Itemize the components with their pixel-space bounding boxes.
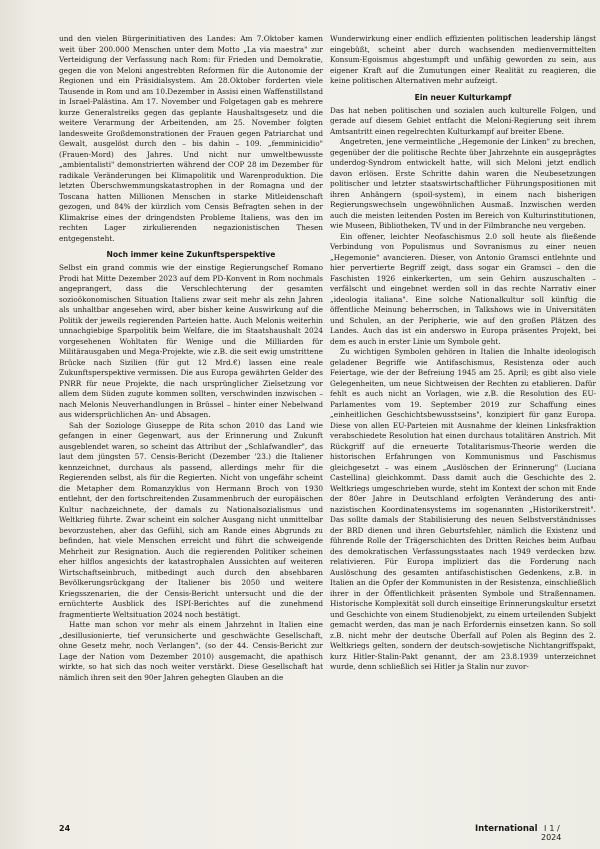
- right-column: [330, 34, 596, 673]
- issue-info: [541, 824, 580, 842]
- paragraph: Ein offener, leichter Neofaschismus 2.0 soll heute als fließende Verbindung von Populismus und Sovranismus zu einer neuen „Hegemonie" avancieren. Dieser, von Antonio Gramsci entlehnte und hier pervertierte Begriff zeigt, dass sogar ein Gramsci – den die Faschisten 1926 einkerkerten, um sein Gehirn auszuschalten – verfälscht und eingebnet werden soll in das rechte Narrativ einer „ideologia italiana". Eine solche Nationalkultur soll künftig die öffentliche Meinung beherrschen, in Talkshows wie in Universitäten und Schulen, an der Peripherie, wie auf den großen Plätzen des Landes. Auch das ist ein anderswo in Europa präsentes Projekt, bei dem es auch in erster Linie um Symbole geht.: [330, 231, 596, 346]
- paragraph: Zu wichtigen Symbolen gehören in Italien die Inhalte ideologisch geladener Begriffe wie Antifaschismus, Resistenza oder auch Feiertage, wie der der Befreiung 1945 am 25. April; es gibt also viele Gelegenheiten, um neue Sichtweisen der Rechten zu etablieren. Dafür fehlt es auch nicht an Vorlagen, wie z.B. die Resolution des EU-Parlamentes vom 19. September 2019 zur Schaffung eines „einheitlichen Geschichtsbewusstseins", konzipiert für ganz Europa. Diese von allen EU-Parteien mit Ausnahme der kleinen Linksfraktion verabschiedete Resolution hat einen durchaus totalitären Anstrich. Mit Rückgriff auf die erneuerte Totalitarismus-Theorie werden die historischen Erfahrungen von Kommunismus und Faschismus gleichgesetzt – was einem „Auslöschen der Erinnerung" (Luciana Castellina) gleichkommt. Dass damit auch die Geschichte des 2. Weltkriegs umgeschrieben wurde, steht im Kontext der schon mit Ende der 80er Jahre in Deutschland erfolgten Veränderung des anti-nazistischen Koordinatensystems im sogenannten „Historikerstreit". Das sollte damals der Stabilisierung des neuen Selbstverständnisses der BRD dienen und ihren Geburtsfehler, nämlich die Existenz und führende Rolle der Trägerschichten des Dritten Reiches beim Aufbau des demokratischen Verfassungsstaates nach 1949 verdecken bzw. relativieren. Für Europa impliziert das die Forderung nach Auslöschung des gesamten antifaschistischen Gedenkens, z.B. in Italien an die Opfer der Kommunisten in der Resistenza, einschließlich ihrer in der Öffentlichkeit präsenten Symbole und Straßennamen. Historische Komplexität soll durch einseitige Erinnerungskultur ersetzt und Geschichte von einem Studienobjekt, zu einem urteilenden Subjekt gemacht werden, das man je nach Erfordernis einsetzen kann. So soll z.B. nicht mehr der deutsche Überfall auf Polen als Beginn des 2. Weltkriegs gelten, sondern der deutsch-sowjetische Nichtangriffspakt, kurz Hitler-Stalin-Pakt genannt, der am 23.8.1939 unterzeichnet wurde, denn schließlich sei Hitler ja Stalin nur zuvor-: [330, 347, 596, 671]
- paragraph: Angetreten, jene vermeintliche „Hegemonie der Linken" zu brechen, gegenüber der die politische Rechte über Jahrzehnte ein ausgeprägtes underdog-Syndrom entwickelt hatte, will sich Meloni jetzt endlich davon erlösen. Erste Schritte dahin waren die Neubesetzungen politischer und letzter staatswirtschaftlicher Führungspositionen mit ihren Anhängern (spoil-system), in einem nach bisherigen Regierungswechseln ungewöhnlichen Ausmaß. Inzwischen werden auch die meisten leitenden Posten im Bereich von Kulturinstitutionen, wie Museen, Bibliotheken, TV und in der Filmbranche neu vergeben.: [330, 137, 596, 230]
- paragraph: Hatte man schon vor mehr als einem Jahrzehnt in Italien eine „desillusionierte, tief verunsicherte und geschwächte Gesellschaft, ohne Gesetz mehr, noch Verlangen", (so der 44. Censis-Bericht zur Lage der Nation vom Dezember 2010) ausgemacht, die apathisch wirkte, so hat sich das noch weiter verstärkt. Diese Gesellschaft hat nämlich ihren seit den 90er Jahren gehegten Glauben an die: [59, 620, 323, 682]
- page-number: 24: [59, 824, 71, 833]
- section-heading-kulturkampf: Ein neuer Kulturkampf: [414, 92, 512, 102]
- left-paragraph-group-2: [59, 263, 323, 683]
- right-paragraph-group-2: [330, 106, 596, 673]
- paragraph: Selbst ein grand commis wie der einstige Regierungschef Romano Prodi hat Mitte Dezember 2023 auf dem PD-Konvent in Rom nochmals angeprangert, dass die Verschlechterung der gesamten sozioökonomischen Situation Italiens zwar seit mehr als zehn Jahren als unhaltbar angesehen wird, aber bisher keine Auswirkung auf die Politik der jeweils regierenden Parteien hatte. Auch Melonis weiterhin unnachgiebige Sparpolitik beim Welfare, die im Staatshaushalt 2024 vorgesehenen Wohltaten für Wenige und die Milliarden für Militärausgaben und Mega-Projekte, wie z.B. die seit ewig umstrittene Brücke nach Sizilien (für gut 12 Mrd.€) lassen eine reale Zukunftsperspektive vermissen. Die aus Europa gewährten Gelder des PNRR für neue Projekte, die nach ursprünglicher Zielsetzung vor allem dem Süden zugute kommen sollten, verschwinden inzwischen – nach Melonis Neuverhandlungen in Brüssel – hinter einer Nebelwand aus widersprüchlichen An- und Absagen.: [59, 263, 323, 419]
- left-column: [59, 34, 323, 683]
- section-heading-zukunftsperspektive: Noch immer keine Zukunftsperspektive: [106, 250, 276, 259]
- paragraph: Wunderwirkung einer endlich effizienten politischen leadership längst eingebüßt, scheint aber durch wachsenden medienvermittelten Konsum-Egoismus abgestumpft und unfähig geworden zu sein, aus eigener Kraft auf die Zumutungen einer Realität zu reagieren, die keine politischen Alternativen mehr aufzeigt.: [330, 34, 596, 85]
- page-footer: [59, 824, 580, 842]
- footer-separator: I: [544, 824, 547, 833]
- issue-number: 1 / 2024: [541, 824, 562, 842]
- right-paragraph-group-1: [330, 34, 596, 87]
- magazine-name: International: [475, 824, 538, 834]
- paragraph: und den vielen Bürgerinitiativen des Landes: Am 7.Oktober kamen weit über 200.000 Menschen unter dem Motto „La via maestra" zur Verteidigung der Verfassung nach Rom: für Frieden und Demokratie, gegen die von Meloni angestrebten Reformen für die Autonomie der Regionen und ein Präsidialsystem. Am 28.Oktober forderten viele Tausende in Rom und am 10.Dezember in Assisi einen Waffenstillstand in Israel-Palästina. Am 17. November und Folgetagen gab es mehrere kurze Generalstreiks gegen das geplante Haushaltsgesetz und die weitere Verarmung der Arbeitenden, am 25. November folgten landesweite Großdemonstrationen der Frauen gegen Patriarchat und Gewalt, ausgelöst durch den – bis dahin – 109. „femminicidio" (Frauen-Mord) des Jahres. Und nicht nur umweltbewusste „ambientalisti" demonstrierten während der COP 28 im Dezember für radikale Veränderungen bei Klimapolitik und Warenproduktion. Die letzten Überschwemmungskatastrophen in der Romagna und der Toscana hatten Millionen Menschen in starke Mitleidenschaft gezogen, und 84% der kürzlich vom Censis Befragten sehen in der Klimakrise eines der dringendsten Probleme Italiens, was den im rechten Lager zirkulierenden negazionistischen Thesen entgegensteht.: [59, 34, 323, 243]
- left-paragraph-group-1: [59, 34, 323, 244]
- paragraph: Das hat neben politischen und sozialen auch kulturelle Folgen, und gerade auf diesem Gebiet entfacht die Meloni-Regierung seit ihrem Amtsantritt einen regelrechten Kulturkampf auf breiter Ebene.: [330, 105, 596, 136]
- paragraph: Sah der Soziologe Giuseppe de Rita schon 2010 das Land wie gefangen in einer Gegenwart, aus der Erinnerung und Zukunft ausgeblendet waren, so scheint das Attribut der „Schlafwandler", das laut dem jüngsten 57. Censis-Bericht (Dezember '23.) die Italiener kennzeichnet, durchaus als passend, allerdings mehr für die Regierenden selbst, als für die Regierten. Nicht von ungefähr scheint die Metapher dem Romanzyklus von Hermann Broch von 1930 entlehnt, der den fortschreitenden Zusammenbruch der europäischen Kultur nachzeichnete, der damals zu Nationalsozialismus und Weltkrieg führte. Zwar scheint ein solcher Ausgang nicht unmittelbar bevorzustehen, aber das Gefühl, sich am Rande eines Abgrunds zu befinden, hat viele Menschen erreicht und führt die schweigende Mehrheit zur Resignation. Auch die regierenden Politiker scheinen eher hilflos angesichts der katastrophalen Aussichten auf weiteren Wirtschaftseinbruch, mitbedingt auch durch den absehbaren Bevölkerungsrückgang der Italiener bis 2050 und weitere Kriegsszenarien, die der Censis-Bericht untersucht und die der ernüchterte Ausblick des ISPI-Berichtes auf die zunehmend fragmentierte Weltsituation 2024 noch bestätigt.: [59, 420, 323, 619]
